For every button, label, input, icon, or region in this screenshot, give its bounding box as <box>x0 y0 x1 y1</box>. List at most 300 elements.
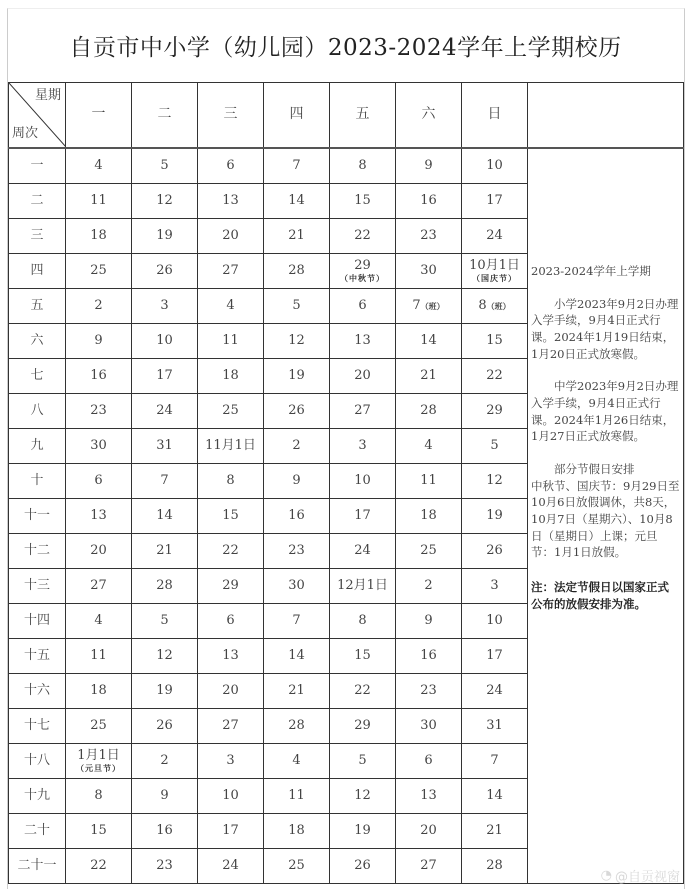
week-number-cell: 二十 <box>9 814 66 849</box>
date-value: 11 <box>222 332 239 348</box>
date-value: 20 <box>222 682 239 698</box>
date-value: 31 <box>156 437 173 453</box>
date-cell <box>264 254 330 289</box>
date-cell <box>264 464 330 499</box>
date-value: 8 <box>226 472 235 488</box>
date-cell <box>264 148 330 184</box>
date-cell <box>330 744 396 779</box>
date-cell <box>330 184 396 219</box>
date-cell <box>66 219 132 254</box>
week-number-cell: 一 <box>9 148 66 184</box>
date-value: 21 <box>486 822 503 838</box>
date-cell <box>396 184 462 219</box>
date-value: 24 <box>486 227 503 243</box>
date-value: 19 <box>288 367 305 383</box>
date-value: 21 <box>288 682 305 698</box>
date-value: 4 <box>94 612 103 628</box>
date-cell <box>330 709 396 744</box>
date-cell <box>198 639 264 674</box>
date-value: 19 <box>156 682 173 698</box>
date-value: 8 <box>94 787 103 803</box>
date-cell <box>264 394 330 429</box>
date-cell <box>396 674 462 709</box>
week-number-cell: 十六 <box>9 674 66 709</box>
date-cell <box>396 289 462 324</box>
date-cell <box>264 744 330 779</box>
date-cell <box>264 359 330 394</box>
date-value: 6 <box>226 157 235 173</box>
date-value: 6 <box>94 472 103 488</box>
week-number-cell: 二 <box>9 184 66 219</box>
date-value: 12 <box>156 192 173 208</box>
weibo-icon: ◔ <box>600 868 612 883</box>
date-value: 5 <box>160 612 169 628</box>
date-value: 11 <box>420 472 437 488</box>
date-value: 5 <box>490 437 499 453</box>
day-header-tue: 二 <box>132 83 198 149</box>
date-cell <box>396 709 462 744</box>
date-cell <box>330 814 396 849</box>
holiday-label: （中秋节） <box>340 273 385 284</box>
date-value: 16 <box>288 507 305 523</box>
date-cell <box>66 184 132 219</box>
date-cell <box>132 324 198 359</box>
date-value: 12月1日 <box>337 577 388 593</box>
holiday-arrangement-text: 中秋节、国庆节：9月29日至10月6日放假调休，共8天，10月7日（星期六）、10月8日（星期日）上课；元旦节：1月1日放假。 <box>531 478 680 560</box>
date-cell <box>462 184 528 219</box>
date-cell <box>462 674 528 709</box>
date-cell <box>198 499 264 534</box>
date-cell <box>198 219 264 254</box>
date-value: 23 <box>420 227 437 243</box>
date-cell <box>264 569 330 604</box>
date-value: 8 <box>358 612 367 628</box>
week-number-cell: 七 <box>9 359 66 394</box>
week-number-cell: 九 <box>9 429 66 464</box>
date-cell <box>264 499 330 534</box>
week-number-cell: 六 <box>9 324 66 359</box>
date-value: 25 <box>90 262 107 278</box>
date-cell <box>462 814 528 849</box>
weekday-label: 星期 <box>34 88 61 103</box>
date-cell <box>198 849 264 884</box>
date-value: 7 <box>292 612 301 628</box>
date-cell <box>330 779 396 814</box>
date-value: 30 <box>288 577 305 593</box>
date-value: 29 <box>486 402 503 418</box>
date-cell <box>330 674 396 709</box>
date-value: 16 <box>420 192 437 208</box>
date-value: 28 <box>486 857 503 873</box>
date-value: 12 <box>486 472 503 488</box>
date-value: 26 <box>354 857 371 873</box>
notes-heading: 2023-2024学年上学期 <box>531 264 651 278</box>
week-number-cell: 五 <box>9 289 66 324</box>
date-cell <box>66 394 132 429</box>
week-number-cell: 十三 <box>9 569 66 604</box>
date-cell <box>198 779 264 814</box>
date-cell <box>198 289 264 324</box>
date-value: 4 <box>424 437 433 453</box>
date-cell <box>132 394 198 429</box>
date-cell <box>66 639 132 674</box>
date-value: 18 <box>420 507 437 523</box>
date-value: 18 <box>288 822 305 838</box>
date-cell <box>66 429 132 464</box>
date-cell <box>198 148 264 184</box>
date-value: 29 <box>222 577 239 593</box>
page-title: 自贡市中小学（幼儿园）2023-2024学年上学期校历 <box>69 34 622 61</box>
date-cell <box>132 219 198 254</box>
date-cell <box>330 499 396 534</box>
date-value: 16 <box>420 647 437 663</box>
date-cell <box>264 639 330 674</box>
date-value: 5 <box>358 752 367 768</box>
week-number-cell: 十四 <box>9 604 66 639</box>
date-cell <box>396 534 462 569</box>
date-value: 15 <box>222 507 239 523</box>
date-value: 18 <box>90 227 107 243</box>
date-cell <box>66 359 132 394</box>
date-value: 20 <box>222 227 239 243</box>
date-cell <box>132 359 198 394</box>
date-value: 9 <box>94 332 103 348</box>
date-value: 12 <box>288 332 305 348</box>
date-cell <box>66 289 132 324</box>
date-value: 6 <box>226 612 235 628</box>
date-cell <box>330 639 396 674</box>
date-cell <box>66 324 132 359</box>
date-cell <box>198 464 264 499</box>
date-cell <box>132 709 198 744</box>
date-value: 28 <box>288 262 305 278</box>
legal-holiday-remark: 注：法定节假日以国家正式公布的放假安排为准。 <box>531 580 669 611</box>
date-cell <box>396 499 462 534</box>
date-value: 9 <box>160 787 169 803</box>
date-value: 10 <box>486 157 503 173</box>
date-value: 6 <box>424 752 433 768</box>
date-value: 27 <box>420 857 437 873</box>
date-cell <box>330 219 396 254</box>
date-cell <box>66 849 132 884</box>
date-cell <box>462 324 528 359</box>
date-cell <box>198 324 264 359</box>
date-cell <box>462 429 528 464</box>
date-value: 7 <box>490 752 499 768</box>
date-value: 22 <box>222 542 239 558</box>
date-cell <box>264 184 330 219</box>
date-value: 16 <box>156 822 173 838</box>
date-value: 15 <box>90 822 107 838</box>
date-value: 13 <box>90 507 107 523</box>
date-value: 21 <box>420 367 437 383</box>
date-value: 3 <box>160 297 169 313</box>
date-value: 30 <box>90 437 107 453</box>
date-value: 30 <box>420 717 437 733</box>
date-cell <box>198 184 264 219</box>
week-number-cell: 二十一 <box>9 849 66 884</box>
date-value: 13 <box>354 332 371 348</box>
week-number-cell: 十八 <box>9 744 66 779</box>
week-number-label: 周次 <box>12 125 39 141</box>
date-cell <box>462 219 528 254</box>
week-number-cell: 十 <box>9 464 66 499</box>
date-cell <box>198 534 264 569</box>
date-value: 4 <box>94 157 103 173</box>
date-cell <box>462 569 528 604</box>
week-number-cell: 三 <box>9 219 66 254</box>
date-cell <box>396 744 462 779</box>
date-cell <box>198 674 264 709</box>
date-value: 28 <box>288 717 305 733</box>
date-cell <box>462 604 528 639</box>
date-value: 26 <box>486 542 503 558</box>
date-value: 19 <box>156 227 173 243</box>
middle-school-note: 中学2023年9月2日办理入学手续，9月4日正式行课。2024年1月26日结束，1月27日正式放寒假。 <box>531 379 679 444</box>
date-value: 23 <box>420 682 437 698</box>
date-cell <box>198 604 264 639</box>
date-value: 22 <box>486 367 503 383</box>
date-cell <box>396 779 462 814</box>
date-value: 20 <box>420 822 437 838</box>
date-cell <box>330 394 396 429</box>
date-value: 11 <box>90 192 107 208</box>
week-number-cell: 十五 <box>9 639 66 674</box>
date-cell <box>396 814 462 849</box>
date-value: 14 <box>288 192 305 208</box>
date-cell <box>132 849 198 884</box>
date-cell <box>330 289 396 324</box>
date-value: 10 <box>222 787 239 803</box>
date-cell <box>264 709 330 744</box>
date-value: 7 <box>292 157 301 173</box>
date-value: 26 <box>288 402 305 418</box>
date-cell <box>66 499 132 534</box>
day-header-sat: 六 <box>396 83 462 149</box>
date-cell <box>462 148 528 184</box>
date-cell <box>132 464 198 499</box>
date-cell <box>132 289 198 324</box>
date-cell <box>132 254 198 289</box>
makeup-workday-tag: （班） <box>486 300 511 311</box>
date-value: 17 <box>486 192 503 208</box>
date-value: 13 <box>222 647 239 663</box>
date-cell <box>66 744 132 779</box>
date-value: 4 <box>226 297 235 313</box>
date-cell <box>264 779 330 814</box>
date-cell <box>462 709 528 744</box>
date-value: 5 <box>160 157 169 173</box>
date-cell <box>330 148 396 184</box>
date-cell <box>462 394 528 429</box>
date-value: 22 <box>90 857 107 873</box>
date-value: 8 <box>478 297 487 313</box>
date-cell <box>330 534 396 569</box>
date-value: 19 <box>354 822 371 838</box>
week-number-cell: 十七 <box>9 709 66 744</box>
date-value: 10 <box>156 332 173 348</box>
date-cell <box>66 534 132 569</box>
date-cell <box>66 674 132 709</box>
date-value: 10月1日 <box>469 257 520 273</box>
day-header-thu: 四 <box>264 83 330 149</box>
date-value: 15 <box>486 332 503 348</box>
date-value: 29 <box>354 257 371 273</box>
week-row <box>9 148 684 184</box>
date-cell <box>462 639 528 674</box>
date-value: 23 <box>90 402 107 418</box>
date-value: 23 <box>288 542 305 558</box>
date-value: 24 <box>156 402 173 418</box>
date-value: 10 <box>486 612 503 628</box>
date-cell <box>132 569 198 604</box>
date-value: 5 <box>292 297 301 313</box>
date-cell <box>396 604 462 639</box>
date-cell <box>198 429 264 464</box>
date-cell <box>330 359 396 394</box>
date-value: 14 <box>486 787 503 803</box>
date-cell <box>132 814 198 849</box>
date-cell <box>462 744 528 779</box>
week-number-cell: 八 <box>9 394 66 429</box>
date-cell <box>132 779 198 814</box>
date-cell <box>132 148 198 184</box>
date-value: 3 <box>490 577 499 593</box>
date-cell <box>66 254 132 289</box>
date-cell <box>66 709 132 744</box>
date-cell <box>132 429 198 464</box>
date-cell <box>264 849 330 884</box>
date-value: 27 <box>222 262 239 278</box>
date-value: 29 <box>354 717 371 733</box>
date-value: 7 <box>160 472 169 488</box>
date-cell <box>396 254 462 289</box>
date-cell <box>330 254 396 289</box>
date-cell <box>330 604 396 639</box>
date-cell <box>396 219 462 254</box>
date-value: 17 <box>354 507 371 523</box>
date-value: 20 <box>354 367 371 383</box>
date-cell <box>396 429 462 464</box>
date-value: 22 <box>354 682 371 698</box>
date-value: 9 <box>424 157 433 173</box>
date-cell <box>462 254 528 289</box>
date-value: 25 <box>288 857 305 873</box>
date-cell <box>132 744 198 779</box>
date-value: 2 <box>160 752 169 768</box>
date-value: 1月1日 <box>77 747 120 763</box>
date-cell <box>396 394 462 429</box>
date-cell <box>462 289 528 324</box>
date-cell <box>396 359 462 394</box>
week-number-cell: 十一 <box>9 499 66 534</box>
notes-panel <box>528 148 684 884</box>
date-value: 14 <box>420 332 437 348</box>
date-cell <box>396 324 462 359</box>
date-value: 9 <box>424 612 433 628</box>
date-cell <box>462 849 528 884</box>
date-value: 3 <box>358 437 367 453</box>
date-value: 6 <box>358 297 367 313</box>
date-cell <box>132 534 198 569</box>
date-cell <box>462 534 528 569</box>
notes-header-blank <box>528 83 684 149</box>
date-value: 8 <box>358 157 367 173</box>
corner-header-cell <box>9 83 66 149</box>
week-number-cell: 四 <box>9 254 66 289</box>
date-cell <box>396 464 462 499</box>
date-value: 21 <box>156 542 173 558</box>
date-cell <box>132 639 198 674</box>
date-value: 21 <box>288 227 305 243</box>
date-cell <box>330 429 396 464</box>
date-value: 30 <box>420 262 437 278</box>
holiday-label: （元旦节） <box>76 763 121 774</box>
date-value: 14 <box>156 507 173 523</box>
date-cell <box>462 464 528 499</box>
date-cell <box>198 394 264 429</box>
date-cell <box>198 254 264 289</box>
date-cell <box>264 324 330 359</box>
date-value: 10 <box>354 472 371 488</box>
date-value: 28 <box>420 402 437 418</box>
date-cell <box>198 709 264 744</box>
week-number-cell: 十二 <box>9 534 66 569</box>
date-value: 2 <box>94 297 103 313</box>
date-value: 19 <box>486 507 503 523</box>
date-value: 11 <box>90 647 107 663</box>
date-value: 25 <box>222 402 239 418</box>
day-header-wed: 三 <box>198 83 264 149</box>
date-value: 16 <box>90 367 107 383</box>
date-cell <box>198 814 264 849</box>
date-value: 24 <box>222 857 239 873</box>
date-value: 17 <box>222 822 239 838</box>
date-cell <box>66 464 132 499</box>
date-cell <box>264 219 330 254</box>
date-value: 12 <box>354 787 371 803</box>
date-cell <box>132 604 198 639</box>
date-value: 11月1日 <box>205 437 256 453</box>
date-value: 2 <box>424 577 433 593</box>
day-header-fri: 五 <box>330 83 396 149</box>
header-row <box>9 83 684 149</box>
day-header-mon: 一 <box>66 83 132 149</box>
date-cell <box>462 779 528 814</box>
date-value: 25 <box>90 717 107 733</box>
date-value: 13 <box>420 787 437 803</box>
date-cell <box>132 184 198 219</box>
date-cell <box>198 744 264 779</box>
day-header-sun: 日 <box>462 83 528 149</box>
date-value: 26 <box>156 262 173 278</box>
date-cell <box>132 499 198 534</box>
date-cell <box>330 849 396 884</box>
date-cell <box>132 674 198 709</box>
date-cell <box>66 814 132 849</box>
primary-school-note: 小学2023年9月2日办理入学手续，9月4日正式行课。2024年1月19日结束，1月20日正式放寒假。 <box>531 296 679 361</box>
date-cell <box>462 499 528 534</box>
date-cell <box>396 148 462 184</box>
date-cell <box>396 569 462 604</box>
date-value: 2 <box>292 437 301 453</box>
date-value: 28 <box>156 577 173 593</box>
school-calendar-table <box>8 82 684 884</box>
date-value: 13 <box>222 192 239 208</box>
date-cell <box>66 569 132 604</box>
date-value: 7 <box>412 297 421 313</box>
date-value: 27 <box>222 717 239 733</box>
